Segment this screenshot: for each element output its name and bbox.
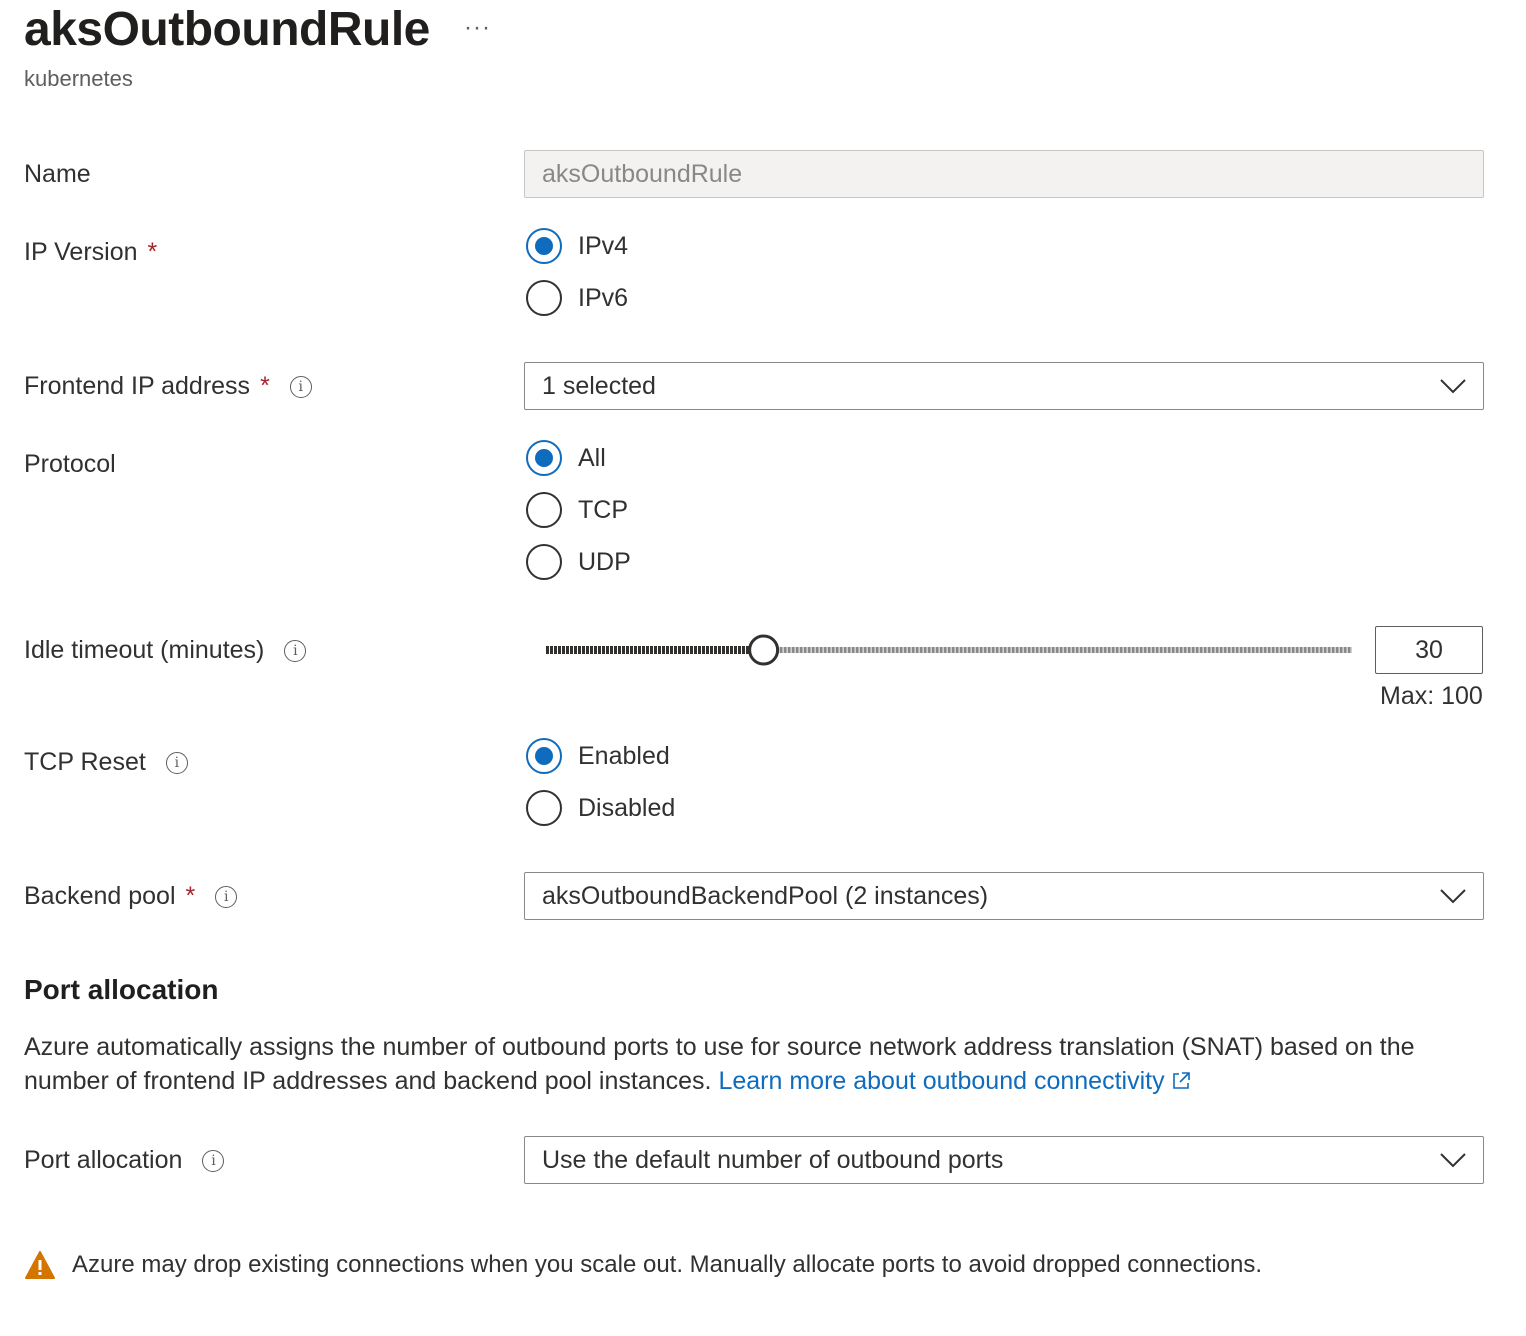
radio-label: TCP: [578, 495, 628, 524]
learn-more-link-text[interactable]: Learn more about outbound connectivity: [718, 1067, 1165, 1095]
external-link-icon: [1171, 1071, 1191, 1091]
backend-pool-dropdown[interactable]: [524, 872, 1484, 920]
port-allocation-dropdown[interactable]: [524, 1136, 1484, 1184]
port-allocation-label: [24, 1146, 224, 1175]
frontend-ip-dropdown[interactable]: [524, 362, 1484, 410]
name-label: [24, 160, 91, 189]
protocol-label-text: Protocol: [24, 450, 116, 478]
idle-timeout-input[interactable]: [1375, 626, 1483, 674]
radio-label: Enabled: [578, 741, 670, 770]
idle-timeout-slider[interactable]: [536, 630, 1366, 670]
radio-protocol-tcp[interactable]: [526, 492, 628, 528]
radio-button[interactable]: [526, 790, 562, 826]
radio-button-selected[interactable]: [526, 440, 562, 476]
required-marker: *: [260, 372, 270, 400]
idle-timeout-label-text: Idle timeout (minutes): [24, 636, 265, 664]
tcp-reset-label: [24, 748, 188, 777]
info-icon[interactable]: i: [166, 752, 188, 774]
radio-tcp-reset-disabled[interactable]: [526, 790, 675, 826]
name-field-value: aksOutboundRule: [542, 159, 743, 188]
chevron-down-icon: [1439, 888, 1467, 904]
port-allocation-description: [24, 1030, 1454, 1098]
radio-label: IPv6: [578, 283, 629, 312]
required-marker: *: [185, 882, 196, 910]
radio-ipv6[interactable]: [526, 280, 628, 316]
warning-message: [24, 1250, 1262, 1280]
chevron-down-icon: [1439, 1152, 1467, 1168]
radio-button[interactable]: [526, 280, 562, 316]
radio-label: IPv4: [578, 231, 629, 260]
radio-tcp-reset-enabled[interactable]: [526, 738, 670, 774]
port-allocation-value: Use the default number of outbound ports: [542, 1145, 1004, 1174]
info-icon[interactable]: i: [215, 886, 237, 908]
required-marker: *: [147, 238, 158, 266]
radio-ipv4[interactable]: [526, 228, 628, 264]
frontend-ip-label: [24, 372, 312, 401]
idle-timeout-max: Max: 100: [1380, 682, 1483, 710]
page-subtitle: kubernetes: [24, 66, 133, 91]
info-icon[interactable]: i: [284, 640, 306, 662]
idle-timeout-value: 30: [1415, 635, 1443, 664]
radio-label: All: [578, 443, 606, 472]
backend-pool-label-text: Backend pool: [24, 882, 176, 910]
ip-version-label-text: IP Version: [24, 238, 138, 266]
warning-icon: [24, 1250, 56, 1280]
radio-button-selected[interactable]: [526, 738, 562, 774]
ip-version-label: [24, 238, 157, 267]
frontend-ip-label-text: Frontend IP address: [24, 372, 251, 400]
name-label-text: Name: [24, 160, 91, 188]
more-options-button[interactable]: ···: [464, 14, 491, 41]
radio-label: UDP: [578, 547, 631, 576]
backend-pool-value: aksOutboundBackendPool (2 instances): [542, 881, 989, 910]
protocol-label: [24, 450, 116, 479]
backend-pool-label: [24, 882, 237, 911]
radio-protocol-all[interactable]: [526, 440, 606, 476]
idle-timeout-label: [24, 636, 306, 665]
section-heading-port-allocation: Port allocation: [24, 974, 219, 1005]
radio-button[interactable]: [526, 544, 562, 580]
radio-button[interactable]: [526, 492, 562, 528]
page-title: aksOutboundRule: [24, 3, 430, 56]
frontend-ip-value: 1 selected: [542, 371, 656, 400]
tcp-reset-label-text: TCP Reset: [24, 748, 146, 776]
name-field: [524, 150, 1484, 198]
info-icon[interactable]: i: [202, 1150, 224, 1172]
learn-more-link[interactable]: [718, 1067, 1190, 1095]
chevron-down-icon: [1439, 378, 1467, 394]
port-allocation-label-text: Port allocation: [24, 1146, 183, 1174]
info-icon[interactable]: i: [290, 376, 312, 398]
radio-label: Disabled: [578, 793, 676, 822]
warning-text: Azure may drop existing connections when you scale out. Manually allocate ports to avoid dropped connections.: [72, 1251, 1263, 1278]
description-text: Azure automatically assigns the number of outbound ports to use for source network address translation (SNAT) based on the number of frontend IP addresses and backend pool instances.: [24, 1033, 1415, 1095]
slider-thumb: [750, 636, 778, 664]
radio-protocol-udp[interactable]: [526, 544, 631, 580]
radio-button-selected[interactable]: [526, 228, 562, 264]
